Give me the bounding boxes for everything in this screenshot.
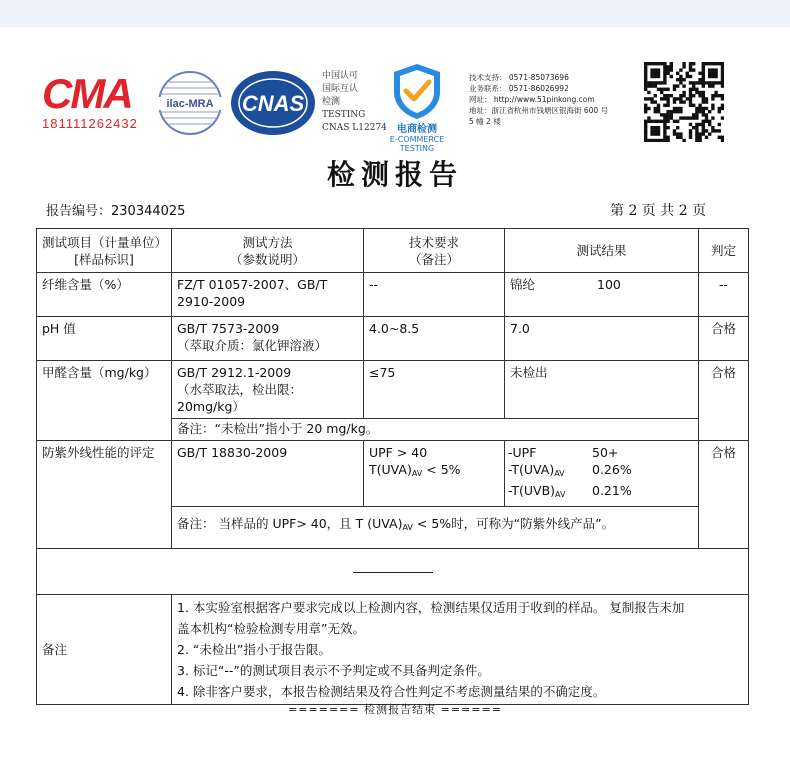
result-value: 100 [597, 277, 621, 292]
table-row [37, 273, 749, 317]
cma-number: 181111262432 [42, 116, 138, 131]
eshop-label-en: E-COMMERCE TESTING [389, 135, 445, 153]
requirement-line: UPF > 40 [369, 445, 428, 460]
cell-item: 甲醛含量（mg/kg） [37, 361, 172, 441]
remark-line: 盖本机构“检验检测专用章”无效。 [177, 621, 365, 636]
result-line [508, 444, 695, 461]
requirement-text: T(UVA) [369, 462, 412, 477]
result-sub: AV [554, 469, 565, 478]
cell-method [172, 273, 364, 317]
remarks-content [172, 595, 749, 705]
method-line: 2910-2009 [177, 294, 246, 309]
header-requirement [364, 229, 505, 273]
header-text: 测试方法 [242, 234, 293, 250]
header-method [172, 229, 364, 273]
method-line: FZ/T 01057-2007、GB/T [177, 277, 328, 292]
header-item [37, 229, 172, 273]
report-number: 报告编号：230344025 [46, 204, 186, 219]
cell-verdict: -- [699, 273, 749, 317]
contact-line: 网址： http://www.51pinkong.com [469, 95, 595, 104]
remark-line: 4. 除非客户要求，本报告检测结果及符合性判定不考虑测量结果的不确定度。 [177, 684, 606, 699]
note-sub: AV [402, 523, 413, 532]
top-bar [0, 0, 790, 27]
cell-verdict: 合格 [699, 317, 749, 361]
cell-requirement: -- [364, 273, 505, 317]
cell-requirement: 4.0~8.5 [364, 317, 505, 361]
header-verdict: 判定 [699, 229, 749, 273]
cell-result [505, 273, 699, 317]
separator-row [37, 549, 749, 595]
cma-logo [42, 72, 152, 131]
result-value: 0.26% [592, 462, 632, 477]
requirement-line [369, 461, 499, 482]
separator-dash [353, 572, 433, 573]
result-name-text: -T(UVA) [508, 462, 555, 477]
cell-item: pH 值 [37, 317, 172, 361]
header-text: [样品标识] [74, 251, 134, 267]
cnas-logo [229, 69, 317, 137]
cell-item: 纤维含量（%） [37, 273, 172, 317]
table-row [37, 361, 749, 419]
page-indicator: 第 2 页 共 2 页 [610, 203, 707, 219]
result-line [508, 482, 695, 503]
cnas-text-line: 国际互认 [322, 84, 359, 94]
requirement-text: < 5% [422, 462, 461, 477]
result-value: 0.21% [592, 483, 632, 498]
svg-text:CNAS: CNAS [241, 91, 305, 116]
header-text: （参数说明） [229, 251, 305, 267]
ecommerce-testing-label [378, 124, 456, 153]
ecommerce-testing-logo [378, 60, 456, 153]
logo-strip [0, 60, 790, 153]
header-text: 技术要求 [408, 234, 459, 250]
remark-line: 1. 本实验室根据客户要求完成以上检测内容，检测结果仅适用于收到的样品。 复制报告未加 [177, 600, 685, 615]
cma-letters: CMA [42, 70, 132, 117]
result-name [508, 461, 592, 482]
qr-code [644, 62, 724, 142]
cell-result [505, 441, 699, 507]
cnas-text-line: 中国认可 [322, 71, 359, 81]
table-row [37, 441, 749, 507]
results-table [36, 228, 749, 705]
cnas-text-line: 检测 [322, 97, 341, 107]
contact-line: 业务联系： 0571-86026992 [469, 84, 569, 93]
result-line [508, 461, 695, 482]
cell-item: 防紫外线性能的评定 [37, 441, 172, 549]
cell-result: 7.0 [505, 317, 699, 361]
cell-result: 未检出 [505, 361, 699, 419]
result-value: 50+ [592, 445, 619, 460]
contact-info [469, 72, 608, 127]
result-name-text: -T(UVB) [508, 483, 556, 498]
result-name: -UPF [508, 445, 537, 460]
cnas-text-line: TESTING [322, 110, 366, 120]
cell-method: GB/T 18830-2009 [172, 441, 364, 507]
header-text: （备注） [408, 251, 459, 267]
eshop-label-cn: 电商检测 [397, 124, 437, 135]
cell-note [172, 507, 699, 549]
ilac-mra-logo [155, 70, 225, 136]
note-text: < 5%时，可称为“防紫外线产品”。 [412, 516, 615, 531]
cell-method [172, 317, 364, 361]
separator-cell [37, 549, 749, 595]
svg-text:ilac-MRA: ilac-MRA [166, 98, 214, 110]
cnas-text-line: CNAS L12274 [322, 123, 387, 133]
shield-check-icon [378, 60, 456, 122]
remarks-label: 备注 [37, 595, 172, 705]
contact-line: 地址：浙江省杭州市钱塘区银海街 600 号 [469, 106, 609, 115]
table-header-row [37, 229, 749, 273]
contact-line: 5 幢 2 楼 [469, 117, 501, 126]
cell-verdict: 合格 [699, 441, 749, 549]
header-result: 测试结果 [505, 229, 699, 273]
result-name [508, 482, 592, 503]
report-end-marker: ======= 检测报告结束 ====== [288, 703, 502, 716]
remarks-row [37, 595, 749, 705]
contact-line: 技术支持： 0571-85073696 [469, 73, 569, 82]
cell-requirement [364, 441, 505, 507]
header-text: 测试项目（计量单位） [42, 234, 168, 250]
cell-method [172, 361, 364, 419]
method-line: （萃取介质：氯化钾溶液） [177, 338, 328, 353]
cell-note: 备注：“未检出”指小于 20 mg/kg。 [172, 419, 699, 441]
result-sub: AV [555, 490, 566, 499]
table-row [37, 317, 749, 361]
cell-verdict: 合格 [699, 361, 749, 441]
cell-requirement: ≤75 [364, 361, 505, 419]
method-line: GB/T 7573-2009 [177, 321, 280, 336]
method-line: （水萃取法，检出限：20mg/kg） [177, 382, 303, 414]
report-title: 检测报告 [326, 158, 463, 191]
result-name: 锦纶 [510, 277, 536, 292]
remark-line: 3. 标记“--”的测试项目表示不予判定或不具备判定条件。 [177, 663, 490, 678]
remark-line: 2. “未检出”指小于报告限。 [177, 642, 331, 657]
note-text: 备注： 当样品的 UPF> 40，且 T (UVA) [177, 516, 403, 531]
requirement-sub: AV [411, 469, 423, 478]
method-line: GB/T 2912.1-2009 [177, 365, 292, 380]
